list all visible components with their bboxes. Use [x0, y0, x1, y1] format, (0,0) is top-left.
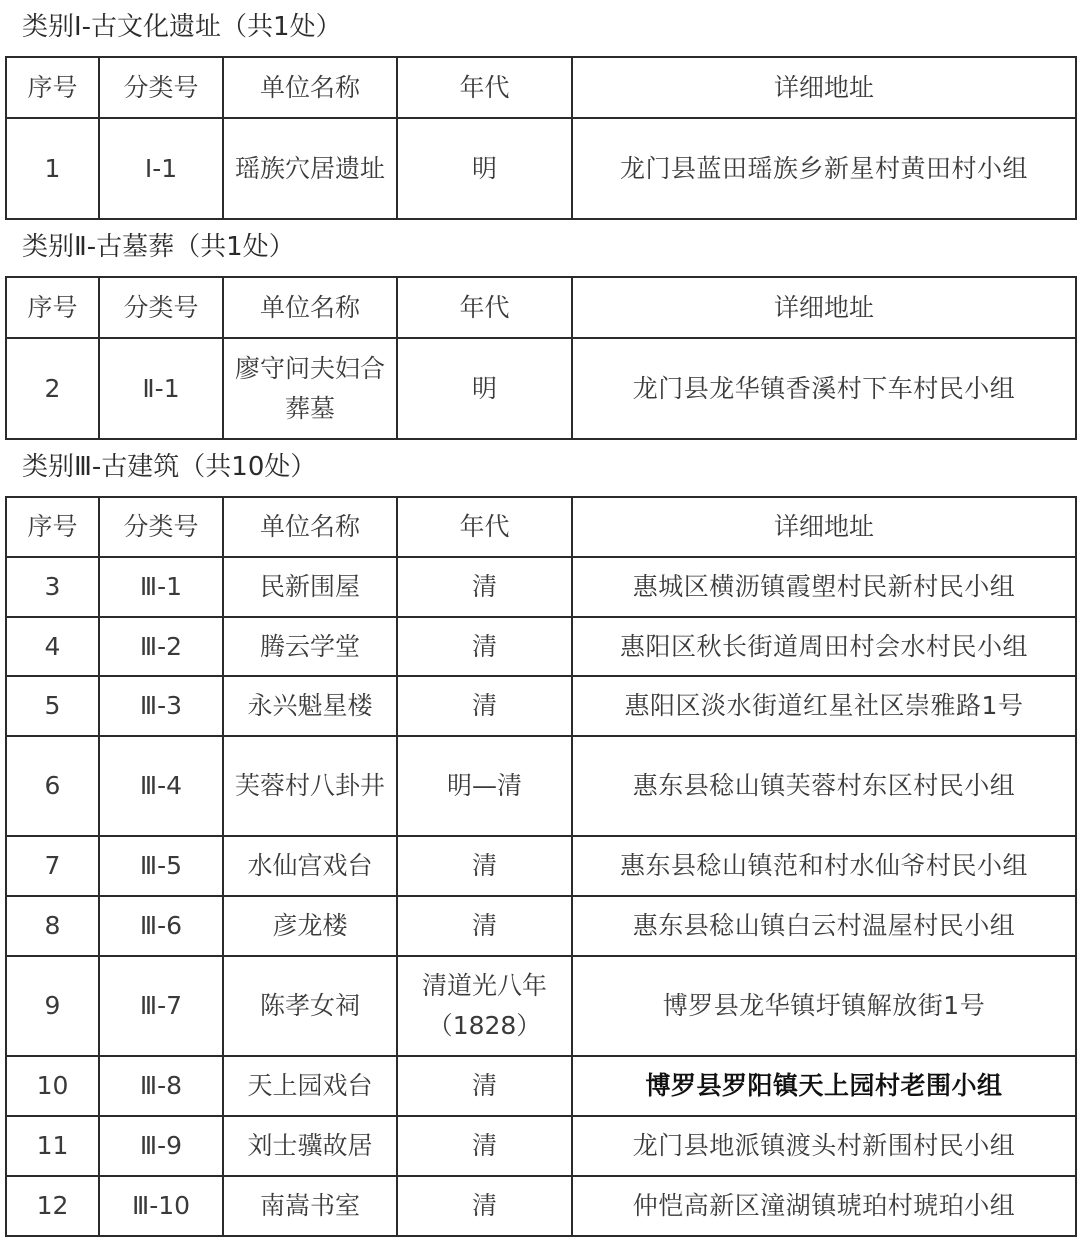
cell-index: 11 — [6, 1116, 99, 1176]
section-heading-3: 类别Ⅲ-古建筑（共10处） — [22, 452, 317, 482]
table-row — [6, 676, 1076, 736]
cell-class-no: Ⅲ-2 — [99, 617, 223, 676]
cell-address: 博罗县罗阳镇天上园村老围小组 — [572, 1056, 1076, 1116]
header-cell-address: 详细地址 — [572, 497, 1076, 557]
cell-unit-name: 腾云学堂 — [223, 617, 397, 676]
cell-index: 6 — [6, 736, 99, 836]
table-row — [6, 557, 1076, 617]
header-cell-class-no: 分类号 — [99, 497, 223, 557]
table-row — [6, 338, 1076, 439]
table-row — [6, 896, 1076, 956]
cell-unit-name: 南嵩书室 — [223, 1176, 397, 1236]
cell-class-no: Ⅲ-7 — [99, 956, 223, 1056]
section-heading-1: 类别Ⅰ-古文化遗址（共1处） — [22, 12, 342, 42]
cell-address: 龙门县地派镇渡头村新围村民小组 — [572, 1116, 1076, 1176]
cell-era: 明—清 — [397, 736, 572, 836]
table-category-2 — [5, 276, 1077, 440]
cell-unit-name: 水仙宫戏台 — [223, 836, 397, 896]
cell-unit-name: 天上园戏台 — [223, 1056, 397, 1116]
table-category-3 — [5, 496, 1077, 1237]
table-header-row — [6, 277, 1076, 338]
cell-address: 惠阳区秋长街道周田村会水村民小组 — [572, 617, 1076, 676]
cell-era: 清 — [397, 617, 572, 676]
cell-unit-name: 瑶族穴居遗址 — [223, 118, 397, 219]
cell-unit-name: 永兴魁星楼 — [223, 676, 397, 736]
cell-class-no: Ⅲ-4 — [99, 736, 223, 836]
cell-index: 2 — [6, 338, 99, 439]
cell-unit-name: 陈孝女祠 — [223, 956, 397, 1056]
cell-index: 5 — [6, 676, 99, 736]
table-row — [6, 1176, 1076, 1236]
cell-class-no: Ⅱ-1 — [99, 338, 223, 439]
header-cell-class-no: 分类号 — [99, 277, 223, 338]
header-cell-class-no: 分类号 — [99, 57, 223, 118]
header-cell-address: 详细地址 — [572, 57, 1076, 118]
cell-index: 3 — [6, 557, 99, 617]
cell-address: 仲恺高新区潼湖镇琥珀村琥珀小组 — [572, 1176, 1076, 1236]
table-row — [6, 118, 1076, 219]
cell-class-no: Ⅲ-10 — [99, 1176, 223, 1236]
cell-address: 惠阳区淡水街道红星社区崇雅路1号 — [572, 676, 1076, 736]
cell-class-no: Ⅲ-1 — [99, 557, 223, 617]
cell-unit-name: 民新围屋 — [223, 557, 397, 617]
cell-index: 4 — [6, 617, 99, 676]
cell-era: 清 — [397, 896, 572, 956]
cell-address: 龙门县龙华镇香溪村下车村民小组 — [572, 338, 1076, 439]
cell-unit-name: 芙蓉村八卦井 — [223, 736, 397, 836]
cell-class-no: Ⅲ-5 — [99, 836, 223, 896]
cell-era: 清 — [397, 676, 572, 736]
cell-index: 1 — [6, 118, 99, 219]
cell-class-no: Ⅲ-6 — [99, 896, 223, 956]
cell-address: 龙门县蓝田瑶族乡新星村黄田村小组 — [572, 118, 1076, 219]
header-cell-unit-name: 单位名称 — [223, 497, 397, 557]
section-heading-2: 类别Ⅱ-古墓葬（共1处） — [22, 232, 295, 262]
header-cell-address: 详细地址 — [572, 277, 1076, 338]
cell-class-no: Ⅰ-1 — [99, 118, 223, 219]
table-row — [6, 1116, 1076, 1176]
table-row — [6, 836, 1076, 896]
header-cell-index: 序号 — [6, 497, 99, 557]
cell-class-no: Ⅲ-8 — [99, 1056, 223, 1116]
cell-index: 10 — [6, 1056, 99, 1116]
table-row — [6, 736, 1076, 836]
header-cell-era: 年代 — [397, 497, 572, 557]
header-cell-index: 序号 — [6, 277, 99, 338]
cell-era: 明 — [397, 118, 572, 219]
cell-era: 清 — [397, 557, 572, 617]
cell-era: 清 — [397, 1176, 572, 1236]
table-row — [6, 956, 1076, 1056]
cell-index: 8 — [6, 896, 99, 956]
header-cell-unit-name: 单位名称 — [223, 277, 397, 338]
table-header-row — [6, 497, 1076, 557]
cell-address: 惠东县稔山镇白云村温屋村民小组 — [572, 896, 1076, 956]
cell-unit-name: 廖守问夫妇合葬墓 — [223, 338, 397, 439]
cell-era: 清 — [397, 1116, 572, 1176]
header-cell-index: 序号 — [6, 57, 99, 118]
cell-address: 惠东县稔山镇芙蓉村东区村民小组 — [572, 736, 1076, 836]
cell-address: 惠城区横沥镇霞塱村民新村民小组 — [572, 557, 1076, 617]
cell-unit-name: 刘士骥故居 — [223, 1116, 397, 1176]
cell-class-no: Ⅲ-3 — [99, 676, 223, 736]
header-cell-era: 年代 — [397, 57, 572, 118]
table-row — [6, 617, 1076, 676]
table-row — [6, 1056, 1076, 1116]
cell-index: 12 — [6, 1176, 99, 1236]
cell-era: 清道光八年（1828） — [397, 956, 572, 1056]
cell-index: 9 — [6, 956, 99, 1056]
header-cell-unit-name: 单位名称 — [223, 57, 397, 118]
cell-era: 清 — [397, 1056, 572, 1116]
table-category-1 — [5, 56, 1077, 220]
cell-address: 博罗县龙华镇圩镇解放街1号 — [572, 956, 1076, 1056]
cell-unit-name: 彦龙楼 — [223, 896, 397, 956]
table-header-row — [6, 57, 1076, 118]
cell-class-no: Ⅲ-9 — [99, 1116, 223, 1176]
header-cell-era: 年代 — [397, 277, 572, 338]
cell-era: 清 — [397, 836, 572, 896]
cell-address: 惠东县稔山镇范和村水仙爷村民小组 — [572, 836, 1076, 896]
cell-era: 明 — [397, 338, 572, 439]
cell-index: 7 — [6, 836, 99, 896]
